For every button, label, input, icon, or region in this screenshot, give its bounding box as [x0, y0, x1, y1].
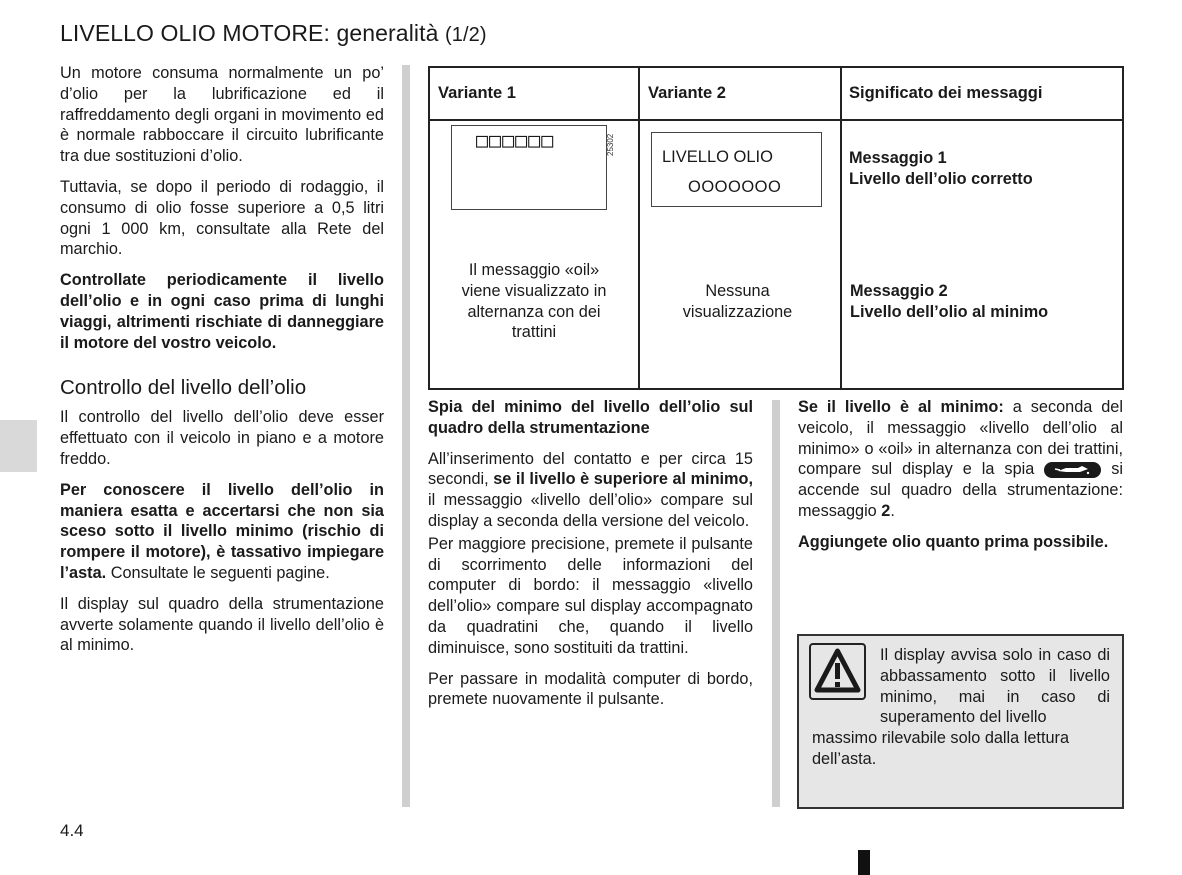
minimum-level-text-b: si accende sul quadro della strumentazione: messaggio	[798, 460, 1123, 520]
column-separator-right	[772, 400, 780, 807]
message2-title: Messaggio 2	[850, 282, 948, 300]
consumption-paragraph: Tuttavia, se dopo il periodo di rodaggio, il consumo di olio fosse superiore a 0,5 litri ogni 1 000 km, consultate alla Rete del marchio.	[60, 177, 384, 259]
oil-light-heading: Spia del minimo del livello dell’olio sul quadro della strumentazione	[428, 398, 753, 437]
oil-can-icon	[1044, 462, 1101, 478]
message1-title: Messaggio 1	[849, 149, 947, 167]
message2-desc: Livello dell’olio al minimo	[850, 303, 1049, 321]
variant1-display-squares: □□□□□□	[476, 128, 555, 152]
check-warning-paragraph: Controllate periodicamente il livello dell’olio e in ogni caso prima di lunghi viaggi, altrimenti rischiate di danneggiare il motore del vostro veicolo.	[60, 271, 384, 352]
display-note-paragraph: Il display sul quadro della strumentazione avverte solamente quando il livello dell’olio è al minimo.	[60, 594, 384, 655]
page-title-text: LIVELLO OLIO MOTORE: generalità	[60, 20, 439, 46]
table-divider-2	[840, 66, 842, 390]
variant1-display	[451, 125, 607, 210]
ignition-paragraph	[428, 449, 753, 532]
table-header-variant1: Variante 1	[438, 84, 516, 102]
variant2-display	[651, 132, 822, 207]
page-edge-marker	[858, 850, 870, 875]
precision-paragraph: Per maggiore precisione, premete il pulsante di scorrimento delle informazioni del computer di bordo: il messaggio «livello dell’olio» compare sul display accompagnato da quadratini che, quando il livello diminuisce, sono sostituiti da trattini.	[428, 534, 753, 657]
page-number: 4.4	[60, 821, 84, 840]
variant2-display-line1: LIVELLO OLIO	[662, 148, 773, 166]
warning-triangle-icon	[809, 643, 866, 700]
minimum-level-text-a: a seconda del veicolo, il messaggio «livello dell’olio al minimo» o «oil» in alternanza con dei trattini, compare sul display e la spia	[798, 398, 1123, 479]
computer-mode-paragraph: Per passare in modalità computer di bordo, premete nuovamente il pulsante.	[428, 669, 753, 709]
add-oil-paragraph: Aggiungete olio quanto prima possibile.	[798, 532, 1109, 551]
right-column	[798, 397, 1123, 563]
warning-text-top	[880, 645, 1110, 728]
check-conditions-paragraph: Il controllo del livello dell’olio deve esser effettuato con il veicolo in piano e a motore freddo.	[60, 408, 384, 468]
table-header-divider	[428, 119, 1124, 121]
left-column	[60, 63, 384, 666]
ignition-text-a: All’inserimento del contatto e per circa 15 secondi,	[428, 449, 753, 489]
intro-paragraph: Un motore consuma normalmente un po’ d’olio per la lubrificazione ed il raffreddamento degli organi in movimento ed è normale rabboccare il circuito lubrificante tra due sostituzioni d’olio.	[60, 64, 384, 166]
warning-text-part1: Il display avvisa solo in caso di abbassamento sotto il livello minimo, mai in caso di superamento del livello	[880, 646, 1110, 727]
section-title: Controllo del livello dell’olio	[60, 376, 307, 400]
ignition-text-bold: se il livello è superiore al minimo,	[493, 470, 753, 489]
dipstick-bold: Per conoscere il livello dell’olio in maniera esatta e accertarsi che non sia sceso sotto il livello minimo (rischio di rompere il motore), è tassativo impiegare l’asta.	[60, 480, 384, 582]
minimum-level-msg-num: 2	[881, 501, 891, 520]
variant2-display-line2: OOOOOOO	[688, 178, 782, 196]
warning-text-bottom	[812, 728, 1110, 770]
dipstick-rest: Consultate le seguenti pagine.	[106, 563, 330, 582]
ignition-text-c: il messaggio «livello dell’olio» compare sul display a seconda della versione del veicolo.	[428, 491, 753, 530]
middle-column	[428, 397, 753, 720]
minimum-level-end: .	[890, 501, 895, 520]
minimum-level-bold: Se il livello è al minimo:	[798, 398, 1004, 416]
page-title	[60, 20, 487, 47]
column-separator-left	[402, 65, 410, 807]
dipstick-paragraph	[60, 480, 384, 584]
variant1-description: Il messaggio «oil» viene visualizzato in alternanza con dei trattini	[461, 261, 607, 342]
minimum-level-paragraph	[798, 397, 1123, 522]
variant2-description: Nessuna visualizzazione	[682, 282, 793, 321]
table-header-meaning: Significato dei messaggi	[849, 84, 1043, 102]
message1-desc: Livello dell’olio corretto	[849, 170, 1033, 188]
table-divider-1	[638, 66, 640, 390]
warning-text-part2: massimo rilevabile solo dalla lettura dell’asta.	[812, 729, 1069, 768]
chapter-tab	[0, 420, 37, 472]
table-header-variant2: Variante 2	[648, 84, 726, 102]
page-part: (1/2)	[445, 24, 487, 46]
image-ref-code: 25302	[606, 133, 615, 156]
